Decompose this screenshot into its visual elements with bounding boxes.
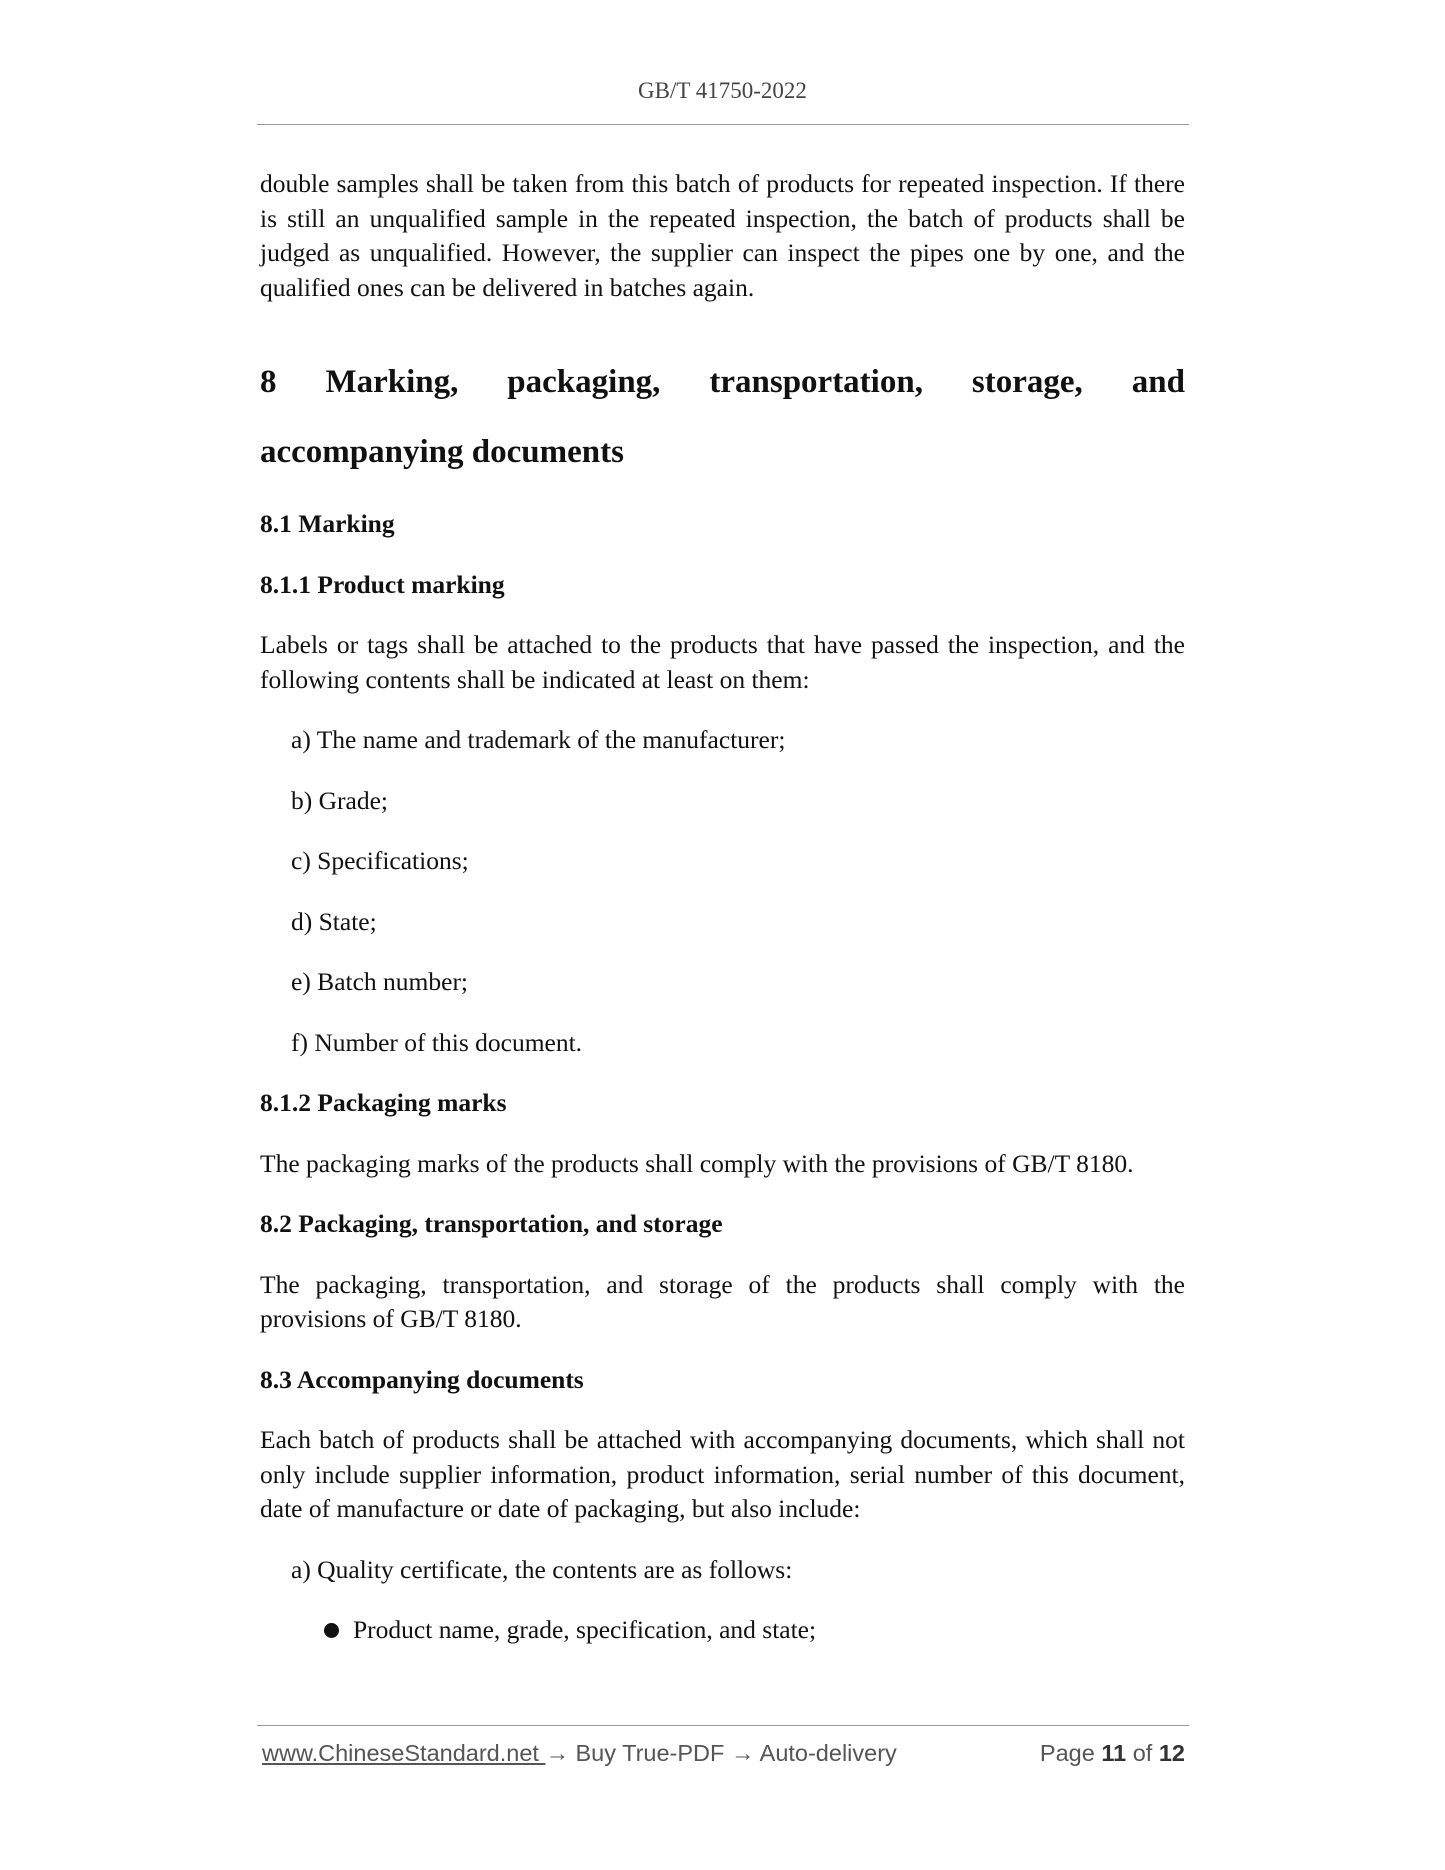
list-item: a) Quality certificate, the contents are as follows: [291,1554,793,1584]
list-item: e) Batch number; [291,967,469,996]
section-8-1-1-intro: Labels or tags shall be attached to the products that have passed the inspection, and the following contents shall be indicated at least on them: [260,630,1185,694]
heading-word: 8 [260,364,277,400]
heading-word: Marking, [325,364,459,400]
heading-word: packaging, [507,364,661,400]
page-total: 12 [1158,1740,1185,1766]
section-8-1-2-text: The packaging marks of the products shall comply with the provisions of GB/T 8180. [260,1148,1134,1178]
bullet-list-item [324,1613,1185,1648]
section-8-heading-line2: accompanying documents [260,434,624,470]
heading-word: storage, [971,364,1083,400]
list-item: d) State; [291,906,377,936]
buy-true-pdf-text: Buy True-PDF [568,1740,731,1766]
footer-promo [262,1733,897,1773]
heading-word: and [1131,364,1185,400]
footer-divider [257,1725,1189,1726]
section-8-2-text: The packaging, transportation, and storage of the products shall comply with the provisions of GB/T 8180. [260,1269,1185,1333]
section-8-heading-line1 [260,347,1185,417]
section-8-1-heading: 8.1 Marking [260,509,395,538]
list-item: f) Number of this document. [291,1027,583,1057]
arrow-right-icon: → [730,1740,755,1766]
section-8-heading [260,347,1185,487]
heading-word: transportation, [709,364,923,400]
page-number [1040,1733,1185,1773]
auto-delivery-text: Auto-delivery [754,1740,897,1766]
list-item: b) Grade; [291,785,388,815]
bullet-icon [324,1623,339,1638]
page-footer [262,1733,1185,1773]
site-link[interactable]: www.ChineseStandard.net [262,1740,546,1766]
section-8-3-text: Each batch of products shall be attached with accompanying documents, which shall not only include supplier information, product information, serial number of this document, date of manufacture or date of packaging, but also include: [260,1425,1185,1523]
page-header: GB/T 41750-2022 [638,78,807,103]
section-8-1-1-heading: 8.1.1 Product marking [260,569,505,599]
page-content [260,167,1185,1648]
page-label: Page [1039,1740,1095,1766]
document-page [260,0,1185,1870]
arrow-right-icon: → [545,1740,569,1766]
section-8-3-heading: 8.3 Accompanying documents [260,1364,584,1394]
list-item: c) Specifications; [291,846,469,875]
continuation-paragraph: double samples shall be taken from this batch of products for repeated inspection. If there is still an unqualified sample in the repeated inspection, the batch of products shall be judged as unqualified. However, the supplier can inspect the pipes one by one, and the qualified ones can be delivered in batches again. [260,169,1185,302]
bullet-text: Product name, grade, specification, and state; [353,1615,817,1644]
list-item: a) The name and trademark of the manufacturer; [291,725,786,754]
page-of-label: of [1132,1740,1153,1766]
section-8-1-2-heading: 8.1.2 Packaging marks [260,1088,507,1117]
page-current: 11 [1101,1740,1127,1766]
header-divider [257,124,1189,125]
section-8-2-heading: 8.2 Packaging, transportation, and storage [260,1209,723,1238]
